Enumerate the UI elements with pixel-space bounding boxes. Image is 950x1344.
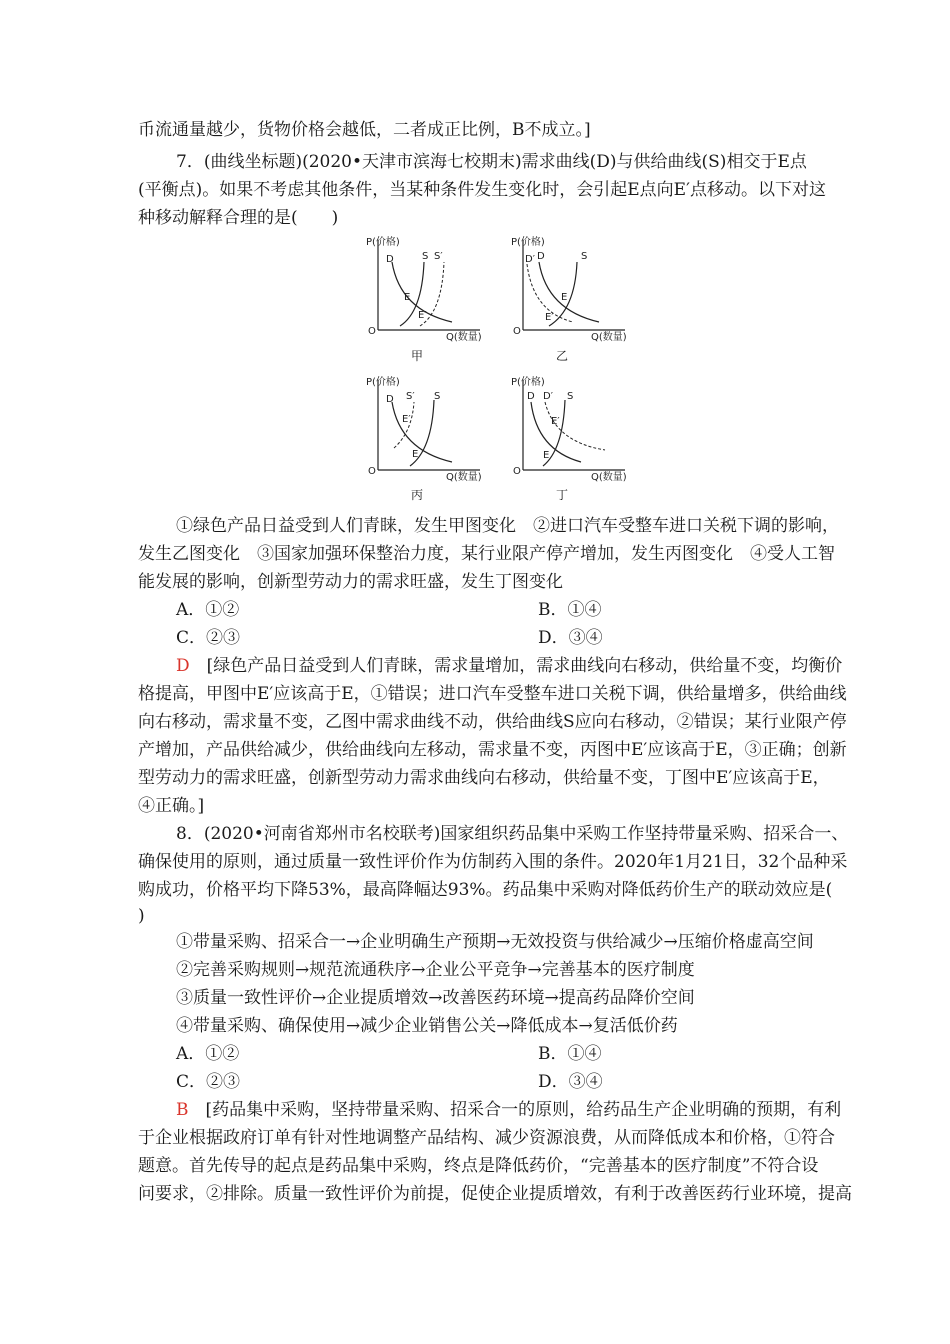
q7-stem-line-1: 7．(曲线坐标题)(2020•天津市滨海七校期末)需求曲线(D)与供给曲线(S)相交于E点 xyxy=(176,152,807,172)
svg-text:Q(数量): Q(数量) xyxy=(446,472,482,483)
svg-text:D: D xyxy=(527,391,535,402)
q8-answer-letter: B xyxy=(176,1100,189,1120)
q7-stem-line-2: (平衡点)。如果不考虑其他条件，当某种条件发生变化时，会引起E点向E′点移动。以下对这 xyxy=(138,180,826,200)
q7-option-a: A．①② xyxy=(176,600,240,620)
q7-explanation-line-3: 向右移动，需求量不变，乙图中需求曲线不动，供给曲线S应向右移动，②错误；某行业限产停 xyxy=(138,712,847,732)
origin-label: O xyxy=(368,326,376,337)
svg-text:D: D xyxy=(386,394,394,405)
svg-text:E: E xyxy=(404,292,411,303)
graph-caption-yi: 乙 xyxy=(555,349,568,363)
q8-option-a: A．①② xyxy=(176,1044,240,1064)
svg-text:Q(数量): Q(数量) xyxy=(591,332,627,343)
svg-text:E′: E′ xyxy=(545,312,554,323)
q7-explanation-line-6: ④正确。] xyxy=(138,796,205,816)
q8-option-c: C．②③ xyxy=(176,1072,241,1092)
svg-text:S′: S′ xyxy=(434,251,443,262)
q7-option-d: D．③④ xyxy=(538,628,603,648)
svg-text:S′: S′ xyxy=(406,391,415,402)
graph-jia xyxy=(360,232,510,347)
q8-stem-line-4: ) xyxy=(138,906,145,926)
q7-statement-line-2: 发生乙图变化 ③国家加强环保整治力度，某行业限产停产增加，发生丙图变化 ④受人工智 xyxy=(138,544,835,564)
svg-text:O: O xyxy=(513,326,521,337)
svg-text:E′: E′ xyxy=(551,416,560,427)
svg-text:S: S xyxy=(434,391,441,402)
q8-explanation-line-2: 于企业根据政府订单有针对性地调整产品结构、减少资源浪费，从而降低成本和价格，①符合 xyxy=(138,1128,835,1148)
q8-stem-line-3: 购成功，价格平均下降53%，最高降幅达93%。药品集中采购对降低药价生产的联动效应是( xyxy=(138,880,833,900)
svg-text:P(价格): P(价格) xyxy=(366,377,400,388)
q8-explanation-line-4: 问要求，②排除。质量一致性评价为前提，促使企业提质增效，有利于改善医药行业环境，提高 xyxy=(138,1184,852,1204)
svg-text:P(价格): P(价格) xyxy=(511,237,545,248)
svg-text:E: E xyxy=(543,450,550,461)
prev-explanation-end: 币流通量越少，货物价格会越低，二者成正比例，B不成立。] xyxy=(138,120,591,140)
svg-text:D: D xyxy=(386,254,394,265)
graph-caption-ding: 丁 xyxy=(555,488,568,502)
q8-statement-3: ③质量一致性评价→企业提质增效→改善医药环境→提高药品降价空间 xyxy=(176,988,695,1008)
svg-text:P(价格): P(价格) xyxy=(511,377,545,388)
q7-stem-line-3: 种移动解释合理的是( ) xyxy=(138,208,339,228)
q7-explanation-line-4: 产增加，产品供给减少，供给曲线向左移动，需求量不变，丙图中E′应该高于E，③正确；创新 xyxy=(138,740,847,760)
y-axis-label: P(价格) xyxy=(366,237,400,248)
q8-explanation-line-3: 题意。首先传导的起点是药品集中采购，终点是降低药价，“完善基本的医疗制度”不符合设 xyxy=(138,1156,819,1176)
svg-text:Q(数量): Q(数量) xyxy=(591,472,627,483)
q8-explanation-line-1: B [药品集中采购，坚持带量采购、招采合一的原则，给药品生产企业明确的预期，有利 xyxy=(176,1100,842,1120)
svg-text:D′: D′ xyxy=(525,254,535,265)
q8-statement-2: ②完善采购规则→规范流通秩序→企业公平竞争→完善基本的医疗制度 xyxy=(176,960,695,980)
q7-explanation-line-1: D [绿色产品日益受到人们青睐，需求量增加，需求曲线向右移动，供给量不变，均衡价 xyxy=(176,656,843,676)
svg-text:D′: D′ xyxy=(543,391,553,402)
svg-text:S: S xyxy=(567,391,574,402)
svg-text:S: S xyxy=(581,251,588,262)
svg-text:E: E xyxy=(412,449,419,460)
svg-text:E: E xyxy=(561,292,568,303)
svg-text:O: O xyxy=(368,466,376,477)
q8-stem-line-2: 确保使用的原则，通过质量一致性评价作为仿制药入围的条件。2020年1月21日，32个品种采 xyxy=(138,852,848,872)
graph-caption-bing: 丙 xyxy=(410,488,423,502)
q8-option-b: B．①④ xyxy=(538,1044,602,1064)
q7-explanation-line-2: 格提高，甲图中E′应该高于E，①错误；进口汽车受整车进口关税下调，供给量增多，供给曲线 xyxy=(138,684,847,704)
q8-option-d: D．③④ xyxy=(538,1072,603,1092)
q7-statement-line-3: 能发展的影响，创新型劳动力的需求旺盛，发生丁图变化 xyxy=(138,572,563,592)
graph-yi xyxy=(505,232,655,347)
q7-option-b: B．①④ xyxy=(538,600,602,620)
svg-text:S: S xyxy=(422,251,429,262)
svg-text:O: O xyxy=(513,466,521,477)
q7-option-c: C．②③ xyxy=(176,628,241,648)
svg-text:E′: E′ xyxy=(402,414,411,425)
q8-stem-line-1: 8．(2020•河南省郑州市名校联考)国家组织药品集中采购工作坚持带量采购、招采合一、 xyxy=(176,824,849,844)
q8-statement-1: ①带量采购、招采合一→企业明确生产预期→无效投资与供给减少→压缩价格虚高空间 xyxy=(176,932,814,952)
q8-statement-4: ④带量采购、确保使用→减少企业销售公关→降低成本→复活低价药 xyxy=(176,1016,678,1036)
graph-caption-jia: 甲 xyxy=(410,349,423,363)
q7-explanation-line-5: 型劳动力的需求旺盛，创新型劳动力需求曲线向右移动，供给量不变，丁图中E′应该高于E， xyxy=(138,768,830,788)
graph-ding xyxy=(505,372,655,487)
q7-statement-line-1: ①绿色产品日益受到人们青睐，发生甲图变化 ②进口汽车受整车进口关税下调的影响， xyxy=(176,516,839,536)
graph-bing xyxy=(360,372,510,487)
svg-text:D: D xyxy=(537,251,545,262)
x-axis-label: Q(数量) xyxy=(446,332,482,343)
svg-text:E′: E′ xyxy=(418,310,427,321)
q7-answer-letter: D xyxy=(176,656,190,676)
demand-curve xyxy=(531,402,581,462)
